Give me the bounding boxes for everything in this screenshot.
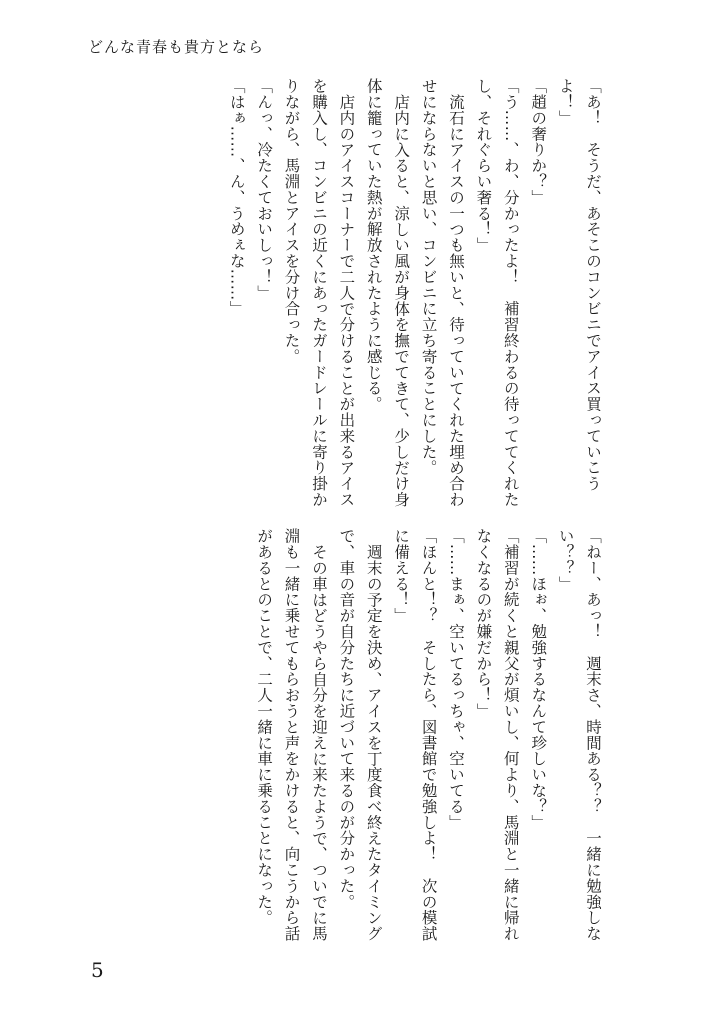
narration-paragraph: その車はどうやら自分を迎えに来たようで、ついでに馬淵も一緒に乗せてもらおうと声をかけると、向こうから話があるとのことで、二人一緒に車に乗ることになった。	[255, 528, 328, 942]
narration-paragraph: 週末の予定を決め、アイスを丁度食べ終えたタイミングで、車の音が自分たちに近づいて来るのが分かった。	[337, 528, 383, 941]
running-title: どんな青春も貴方となら	[88, 38, 265, 56]
narration-paragraph: 流石にアイスの一つも無いと、待っていてくれた埋め合わせにならないと思い、コンビニに立ち寄ることにした。	[419, 78, 465, 507]
dialogue-line: 「う……、わ、分かったよ！ 補習終わるの待っててくれたし、それぐらい奢る！」	[474, 78, 520, 508]
narration-paragraph: 店内のアイスコーナーで二人で分けることが出来るアイスを購入し、コンビニの近くにあったガードレールに寄り掛かりながら、馬淵とアイスを分け合った。	[282, 78, 356, 508]
dialogue-line: 「んっ、冷たくておいしっ！」	[255, 78, 274, 301]
dialogue-line: 「あ！ そうだ、あそこのコンビニでアイス買っていこうよ！」	[556, 78, 602, 492]
text-block-lower	[250, 528, 606, 948]
dialogue-line: 「……まぁ、空いてるっちゃ、空いてる」	[446, 528, 465, 831]
text-block-upper	[222, 78, 606, 518]
narration-paragraph: 店内に入ると、涼しい風が身体を撫でてきて、少しだけ身体に籠っていた熱が解放されたように感じる。	[364, 78, 411, 507]
dialogue-line: 「……ほぉ、勉強するなんて珍しいな？」	[529, 528, 548, 831]
dialogue-line: 「ねー、あっ！ 週末さ、時間ある？？ 一緒に勉強しない？？」	[556, 528, 602, 942]
dialogue-line: 「ほんと！？ そしたら、図書館で勉強しよ！ 次の模試に備える！」	[392, 528, 438, 942]
dialogue-line: 「はぁ……、ん、うめぇな……」	[227, 78, 246, 317]
dialogue-line: 「趙の奢りか？」	[529, 78, 548, 206]
page-number: 5	[91, 958, 104, 982]
dialogue-line: 「補習が続くと親父が煩いし、何より、馬淵と一緒に帰れなくなるのが嫌だから！」	[474, 528, 520, 942]
